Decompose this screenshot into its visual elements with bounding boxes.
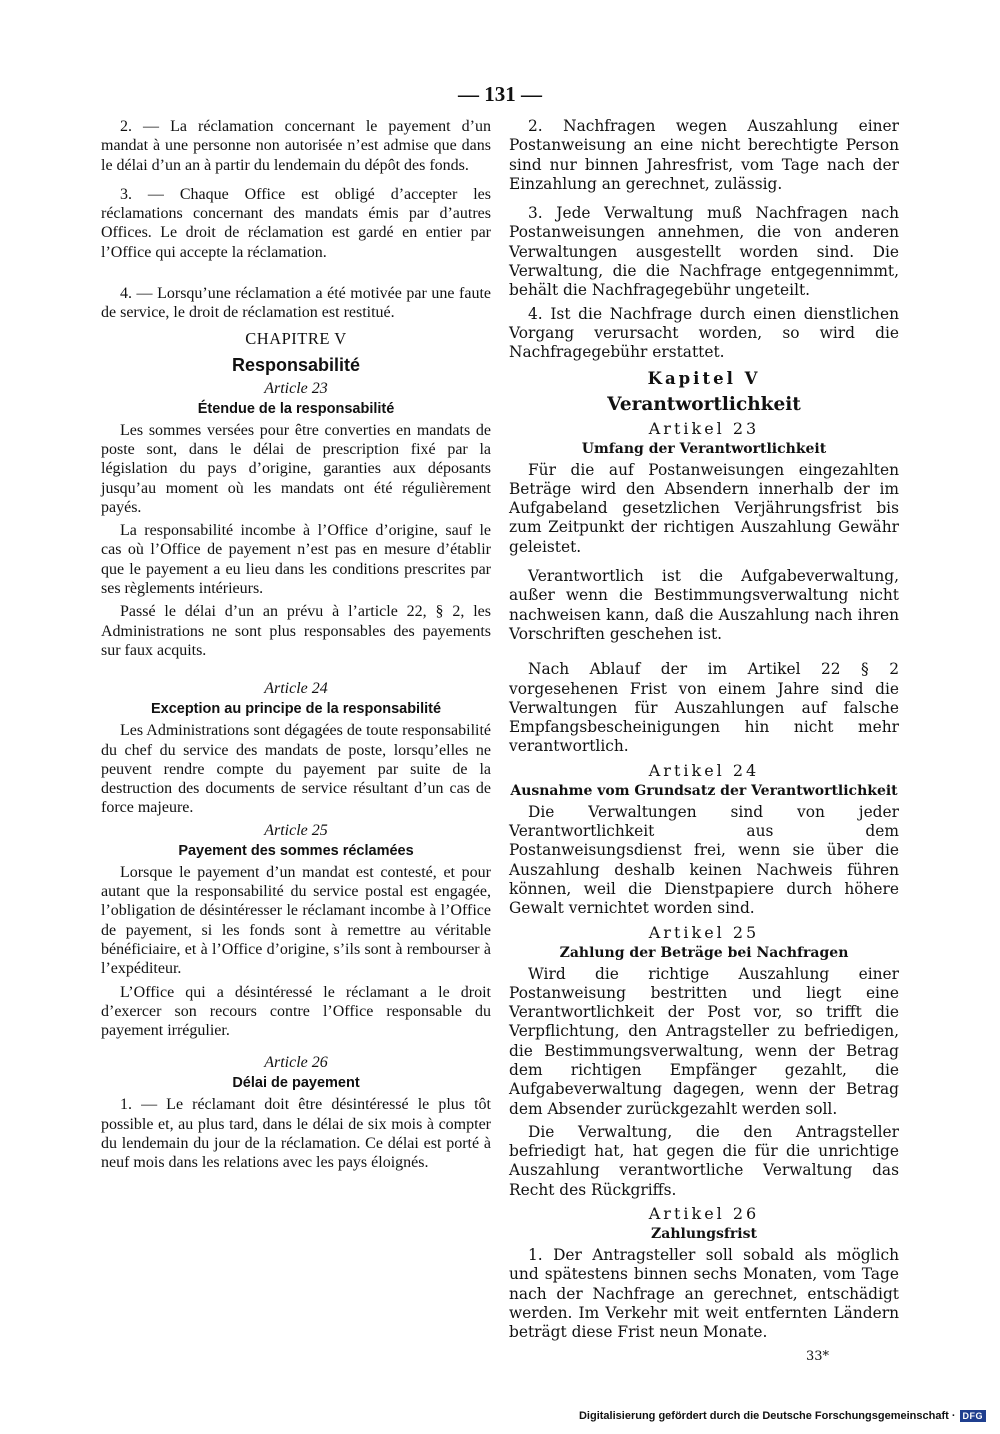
fr-article-25-heading: Article 25 bbox=[264, 821, 328, 839]
fr-article-26-title: Délai de payement bbox=[232, 1075, 360, 1092]
de-article-23-para-1: Für die auf Postanweisungen eingezahlten Beträge wird den Absendern innerhalb der im Aufgabeland gesetzlichen Verjährungsfrist bis zum Zeitpunkt der richtigen Auszahlung Gewähr geleistet. bbox=[509, 460, 899, 556]
de-article-26-title: Zahlungsfrist bbox=[651, 1226, 757, 1243]
fr-article-23-para-3: Passé le délai d’un an prévu à l’article 22, § 2, les Administrations ne sont plus responsables des payements sur faux acquits. bbox=[101, 603, 491, 659]
de-article-23-para-3: Nach Ablauf der im Artikel 22 § 2 vorgesehenen Frist von einem Jahre sind die Verwaltungen für Auszahlungen auf falsche Empfangsbescheinigungen hin nicht mehr verantwortlich. bbox=[509, 660, 899, 756]
page-number: — 131 — bbox=[458, 82, 542, 106]
de-article-25-para-2: Die Verwaltung, die den Antragsteller befriedigt hat, hat gegen die für die unrichtige Auszahlung verantwortliche Verwaltung das Recht des Rückgriffs. bbox=[509, 1122, 899, 1199]
de-article-25-para-1: Wird die richtige Auszahlung einer Postanweisung bestritten und liegt eine Verantwortlichkeit der Post vor, so trifft die Verpflichtung, den Antragsteller zu befriedigen, die Bestimmungsverwaltung, wenn der Betrag dem richtigen Empfänger gezahlt, die Aufgabeverwaltung dagegen, wenn der Betrag dem Absender zurückgezahlt werden soll. bbox=[509, 964, 899, 1118]
de-chapter-heading: Kapitel V bbox=[647, 368, 761, 388]
de-article-24-title: Ausnahme vom Grundsatz der Verantwortlichkeit bbox=[510, 782, 898, 799]
fr-para-2-2: 2. — La réclamation concernant le payement d’un mandat à une personne non autorisée n’est admise que dans le délai d’un an à partir du lendemain du dépôt des fonds. bbox=[101, 118, 491, 174]
signature-mark: 33* bbox=[805, 1348, 829, 1364]
de-article-23-para-2: Verantwortlich ist die Aufgabeverwaltung, außer wenn die Bestimmungsverwaltung nicht nachweisen kann, daß die Auszahlung nach ihren Vorschriften geschehen ist. bbox=[509, 567, 899, 643]
fr-article-25-para-2: L’Office qui a désintéressé le réclamant a le droit d’exercer son recours contre l’Office responsable du payement irrégulier. bbox=[101, 983, 491, 1040]
fr-article-25-para-1: Lorsque le payement d’un mandat est contesté, et pour autant que la responsabilité du service postal est engagée, l’obligation de désintéresser le réclamant incombe à l’Office de payement, si les fonds sont à remettre au véritable bénéficiaire, et à l’Office d’origine, s’ils sont à rembourser à l’expéditeur. bbox=[101, 863, 491, 978]
digitization-footer bbox=[579, 1410, 986, 1422]
fr-article-24-title: Exception au principe de la responsabilité bbox=[150, 701, 442, 718]
french-column bbox=[101, 117, 491, 1177]
de-article-24-heading: Artikel 24 bbox=[648, 760, 760, 780]
fr-chapter-title: Responsabilité bbox=[231, 354, 361, 375]
footer-credit-text: Digitalisierung gefördert durch die Deutsche Forschungsgemeinschaft · bbox=[578, 1410, 956, 1422]
german-column bbox=[509, 117, 899, 1364]
fr-article-24-heading: Article 24 bbox=[264, 680, 328, 698]
fr-para-2-3: 3. — Chaque Office est obligé d’accepter les réclamations concernant des mandats émis par d’autres Offices. Le droit de réclamation est gardé en entier par l’Office qui accepte la réclamation. bbox=[101, 185, 491, 261]
fr-article-23-para-2: La responsabilité incombe à l’Office d’origine, sauf le cas où l’Office de payement n’est pas en mesure d’établir que le payement a eu lieu dans les conditions prescrites par ses règlements intérieurs. bbox=[101, 522, 491, 598]
de-para-2-4: 4. Ist die Nachfrage durch einen dienstlichen Vorgang verursacht worden, so wird die Nachfragegebühr erstattet. bbox=[509, 304, 899, 362]
fr-para-2-4: 4. — Lorsqu’une réclamation a été motivée par une faute de service, le droit de réclamation est restitué. bbox=[101, 285, 491, 322]
de-para-2-3: 3. Jede Verwaltung muß Nachfragen nach Postanweisungen annehmen, die von anderen Verwaltungen ausgestellt worden sind. Die Verwaltung, die die Nachfrage entgegennimmt, behält die Nachfragegebühr ungeteilt. bbox=[509, 204, 899, 300]
fr-article-24-para-1: Les Administrations sont dégagées de toute responsabilité du chef du service des mandats de poste, lorsqu’elles ne peuvent rendre compte du payement par suite de la destruction des documents de service résultant d’un cas de force majeure. bbox=[101, 722, 491, 817]
de-article-26-para-1: 1. Der Antragsteller soll sobald als möglich und spätestens binnen sechs Monaten, vom Tage nach der Nachfrage an gerechnet, entschädigt werden. Im Verkehr mit weit entfernten Ländern beträgt diese Frist neun Monate. bbox=[509, 1246, 899, 1342]
de-para-2-2: 2. Nachfragen wegen Auszahlung einer Postanweisung an eine nicht berechtigte Person sind nur binnen Jahresfrist, vom Tage nach der Einzahlung an gerechnet, zulässig. bbox=[509, 117, 899, 193]
dfg-logo: DFG bbox=[960, 1410, 987, 1422]
fr-article-23-para-1: Les sommes versées pour être converties en mandats de poste sont, dans le délai de prescription fixé par la législation du pays d’origine, garanties aux déposants jusqu’au moment où les mandats ont été régulièrement payés. bbox=[101, 421, 491, 516]
de-article-25-heading: Artikel 25 bbox=[648, 922, 760, 942]
de-article-23-heading: Artikel 23 bbox=[648, 418, 760, 438]
de-article-23-title: Umfang der Verantwortlichkeit bbox=[581, 440, 827, 457]
de-chapter-title: Verantwortlichkeit bbox=[607, 393, 801, 415]
de-article-26-heading: Artikel 26 bbox=[648, 1204, 760, 1224]
fr-article-23-title: Étendue de la responsabilité bbox=[197, 400, 395, 417]
fr-article-23-heading: Article 23 bbox=[264, 379, 328, 397]
fr-chapter-heading: CHAPITRE V bbox=[245, 328, 347, 348]
fr-article-26-para-1: 1. — Le réclamant doit être désintéressé le plus tôt possible et, au plus tard, dans le délai de six mois à compter du lendemain du jour de la réclamation. Ce délai est porté à neuf mois dans les relations avec les pays éloignés. bbox=[101, 1096, 491, 1172]
fr-article-26-heading: Article 26 bbox=[264, 1054, 328, 1072]
fr-article-25-title: Payement des sommes réclamées bbox=[178, 842, 414, 859]
de-article-24-para-1: Die Verwaltungen sind von jeder Verantwortlichkeit aus dem Postanweisungsdienst frei, wenn sie über die Auszahlung deshalb keinen Nachweis führen können, weil die Dienstpapiere durch höhere Gewalt vernichtet worden sind. bbox=[509, 802, 899, 918]
de-article-25-title: Zahlung der Beträge bei Nachfragen bbox=[559, 944, 849, 961]
